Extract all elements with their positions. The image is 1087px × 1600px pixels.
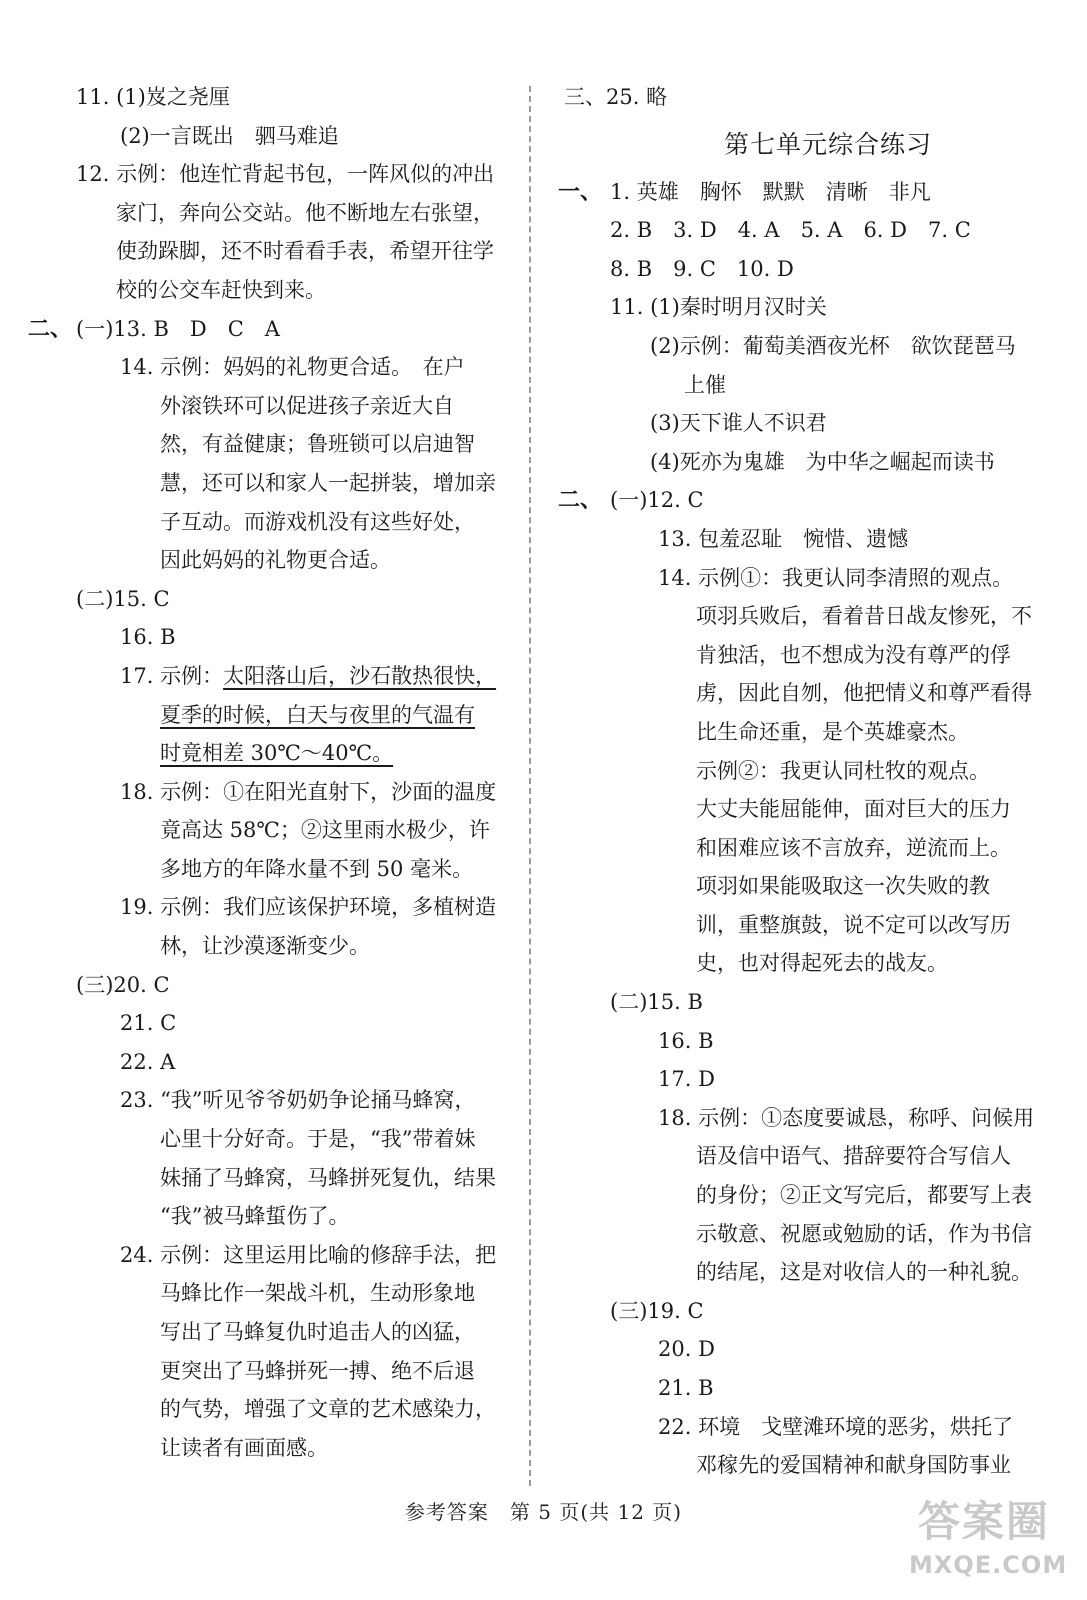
answer-line: 上催 bbox=[684, 372, 726, 397]
answer-line: 项羽如果能吸取这一次失败的教 bbox=[696, 874, 990, 899]
answer-line: 18. 示例：①在阳光直射下，沙面的温度 bbox=[120, 779, 497, 804]
underlined-text: 夏季的时候，白天与夜里的气温有 bbox=[160, 702, 475, 727]
watermark bbox=[909, 1492, 1068, 1592]
answer-line: 让读者有画面感。 bbox=[160, 1435, 328, 1460]
answer-line bbox=[558, 481, 1058, 520]
answer-line: 24. 示例：这里运用比喻的修辞手法，把 bbox=[120, 1242, 497, 1267]
answer-line: 写出了马蜂复仇时追击人的凶猛， bbox=[160, 1320, 475, 1344]
answer-line: 11. (1)岌之尧厘 bbox=[76, 85, 230, 109]
answer-line: 使劲跺脚，还不时看看手表，希望开往学 bbox=[116, 239, 494, 264]
answer-line: 14. 示例：妈妈的礼物更合适。 在户 bbox=[120, 355, 465, 380]
answer-line: 大丈夫能屈能伸，面对巨大的压力 bbox=[696, 797, 1011, 822]
answer-line: 的气势，增强了文章的艺术感染力， bbox=[160, 1397, 496, 1422]
answer-line: 三、25. 略 bbox=[564, 85, 668, 109]
answer-line: 邓稼先的爱国精神和献身国防事业 bbox=[696, 1453, 1011, 1478]
answer-line: 23. “我”听见爷爷奶奶争论捅马蜂窝， bbox=[120, 1088, 476, 1113]
answer-text: 1. 英雄 胸怀 默默 清晰 非凡 bbox=[610, 179, 931, 204]
answer-text: (一)13. B D C A bbox=[76, 316, 280, 341]
answer-line: 16. B bbox=[120, 625, 176, 650]
answer-line: 19. 示例：我们应该保护环境，多植树造 bbox=[120, 895, 497, 920]
answer-line: 21. C bbox=[120, 1011, 177, 1036]
answer-line: 11. (1)秦时明月汉时关 bbox=[610, 295, 827, 320]
answer-line: 多地方的年降水量不到 50 毫米。 bbox=[160, 856, 474, 881]
answer-line: 17. D bbox=[658, 1067, 715, 1092]
answer-line: 慧，还可以和家人一起拼装，增加亲 bbox=[160, 470, 496, 495]
answer-line: 林，让沙漠逐渐变少。 bbox=[160, 934, 370, 959]
answer-line bbox=[558, 173, 1058, 212]
answer-line bbox=[28, 657, 518, 696]
answer-line: “我”被马蜂蜇伤了。 bbox=[160, 1204, 350, 1229]
answer-line: 家门，奔向公交站。他不断地左右张望， bbox=[116, 200, 494, 225]
answer-line: (二)15. C bbox=[76, 586, 170, 611]
answer-line: (2)示例：葡萄美酒夜光杯 欲饮琵琶马 bbox=[650, 333, 1016, 358]
answer-line: 子互动。而游戏机没有这些好处， bbox=[160, 509, 475, 534]
answer-line: 语及信中语气、措辞要符合写信人 bbox=[696, 1144, 1011, 1169]
answer-line: 2. B 3. D 4. A 5. A 6. D 7. C bbox=[610, 218, 971, 243]
column-divider bbox=[529, 86, 531, 1486]
page-footer: 参考答案 第 5 页(共 12 页) bbox=[404, 1500, 683, 1524]
answer-line: 竟高达 58℃；②这里雨水极少，许 bbox=[160, 818, 490, 843]
answer-line: (3)天下谁人不识君 bbox=[650, 411, 827, 436]
answer-line: 训，重整旗鼓，说不定可以改写历 bbox=[696, 912, 1011, 937]
answer-line: 因此妈妈的礼物更合适。 bbox=[160, 548, 391, 573]
answer-text: (一)12. C bbox=[610, 488, 704, 513]
answer-line: 示例②：我更认同杜牧的观点。 bbox=[696, 758, 990, 783]
answer-line: 虏，因此自刎，他把情义和尊严看得 bbox=[696, 681, 1032, 706]
answer-line: 16. B bbox=[658, 1028, 714, 1053]
answer-line bbox=[28, 696, 518, 735]
answer-line: 项羽兵败后，看着昔日战友惨死，不 bbox=[696, 604, 1032, 629]
answer-line: 肯独活，也不想成为没有尊严的俘 bbox=[696, 642, 1011, 667]
answer-line: 妹捅了马蜂窝，马蜂拼死复仇，结果 bbox=[160, 1165, 496, 1190]
answer-line: 然，有益健康；鲁班锁可以启迪智 bbox=[160, 432, 475, 457]
answer-line: 22. 环境 戈壁滩环境的恶劣，烘托了 bbox=[658, 1414, 1014, 1439]
left-column bbox=[28, 78, 518, 1467]
unit-title: 第七单元综合练习 bbox=[723, 129, 932, 159]
watermark-logo: 答案圈 bbox=[917, 1497, 1050, 1546]
watermark-url: MXQE.COM bbox=[909, 1551, 1068, 1579]
answer-line: 外滚铁环可以促进孩子亲近大自 bbox=[160, 393, 454, 418]
answer-line: 21. B bbox=[658, 1376, 714, 1400]
answer-line: (三)20. C bbox=[76, 972, 170, 997]
underlined-text: 时竟相差 30℃～40℃。 bbox=[160, 741, 394, 766]
underlined-text: 太阳落山后，沙石散热很快， bbox=[223, 663, 497, 688]
answer-line: 20. D bbox=[658, 1337, 715, 1362]
section-marker: 二、 bbox=[558, 487, 603, 514]
section-marker: 二、 bbox=[28, 315, 73, 342]
answer-line: (三)19. C bbox=[610, 1298, 704, 1323]
answer-line: (4)死亦为鬼雄 为中华之崛起而读书 bbox=[650, 449, 995, 474]
answer-line bbox=[28, 734, 518, 773]
answer-line bbox=[28, 310, 518, 349]
answer-line: 22. A bbox=[120, 1049, 176, 1074]
answer-line: 13. 包羞忍耻 惋惜、遗憾 bbox=[658, 526, 909, 551]
section-marker: 一、 bbox=[558, 178, 603, 205]
answer-text: 17. 示例： bbox=[120, 663, 224, 688]
answer-line: 18. 示例：①态度要诚恳，称呼、问候用 bbox=[658, 1105, 1035, 1130]
answer-line: 14. 示例①：我更认同李清照的观点。 bbox=[658, 565, 1014, 590]
answer-line: 12. 示例：他连忙背起书包，一阵风似的冲出 bbox=[76, 162, 495, 187]
answer-line: 校的公交车赶快到来。 bbox=[116, 277, 326, 302]
right-column bbox=[558, 78, 1058, 1485]
answer-line: 史，也对得起死去的战友。 bbox=[696, 951, 948, 976]
answer-line: (2)一言既出 驷马难追 bbox=[120, 123, 339, 148]
answer-line: 8. B 9. C 10. D bbox=[610, 256, 794, 281]
answer-line: (二)15. B bbox=[610, 990, 703, 1015]
answer-line: 心里十分好奇。于是，“我”带着妹 bbox=[160, 1127, 476, 1152]
answer-line: 示敬意、祝愿或勉励的话，作为书信 bbox=[696, 1221, 1032, 1246]
answer-line: 的身份；②正文写完后，都要写上表 bbox=[696, 1183, 1032, 1208]
answer-line: 比生命还重，是个英雄豪杰。 bbox=[696, 719, 969, 744]
answer-line: 马蜂比作一架战斗机，生动形象地 bbox=[160, 1281, 475, 1306]
answer-line: 更突出了马蜂拼死一搏、绝不后退 bbox=[160, 1358, 475, 1383]
answer-line: 和困难应该不言放弃，逆流而上。 bbox=[696, 835, 1011, 860]
answer-line: 的结尾，这是对收信人的一种礼貌。 bbox=[696, 1260, 1032, 1285]
